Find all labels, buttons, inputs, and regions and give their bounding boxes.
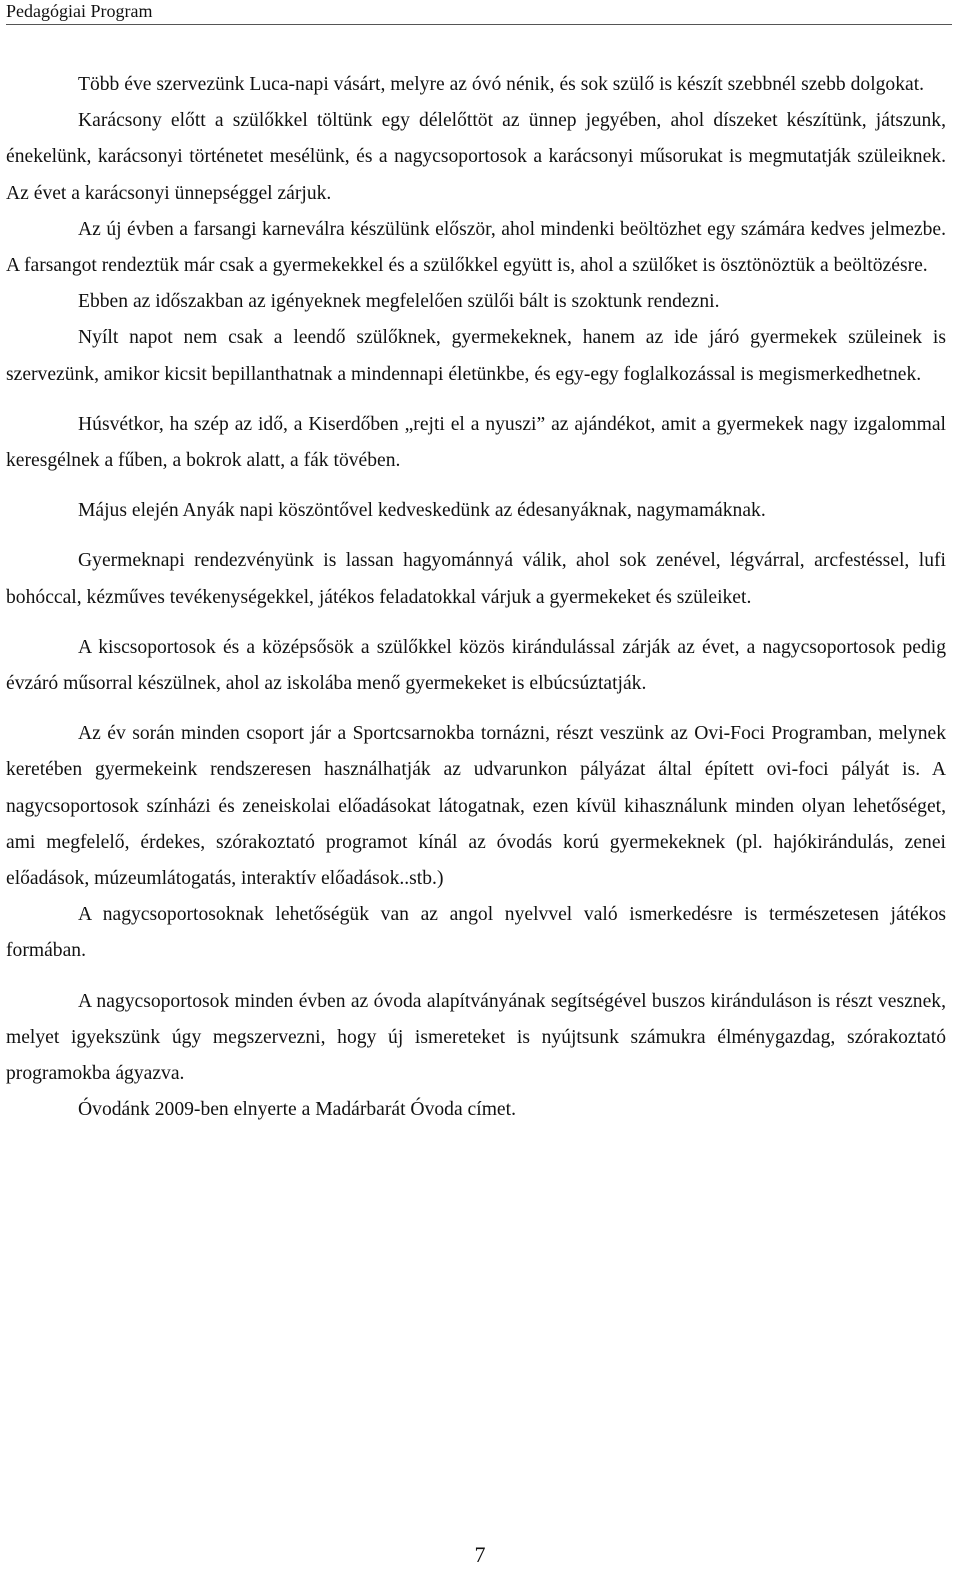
paragraph-carnival: Az új évben a farsangi karneválra készülünk először, ahol mindenki beöltözhet egy számára kedves jelmezbe. A farsangot rendeztük már csak a gyermekekkel és a szülőkkel együtt is, ahol a szülőket is ösztönöztük a beöltözésre.	[6, 218, 946, 277]
paragraph-sports-programs: Az év során minden csoport jár a Sportcsarnokba tornázni, részt veszünk az Ovi-Foci Programban, melynek keretében gyermekeink rendszeresen használhatják az udvarunkon pályázat által épített ovi-foci pályát is. A nagycsoportosok színházi és zeneiskolai előadásokat látogatnak, ezen kívül kihasználunk minden olyan lehetőséget, ami megfelelő, érdekes, szórakoztató programot kínál az óvodás korú gyermekeknek (pl. hajókirándulás, zenei előadások, múzeumlátogatás, interaktív előadások..stb.)	[6, 723, 946, 890]
header-title: Pedagógiai Program	[6, 1, 153, 21]
paragraph-luca-market: Több éve szervezünk Luca-napi vásárt, melyre az óvó nénik, és sok szülő is készít szebbnél szebb dolgokat.	[78, 74, 925, 95]
paragraph-bus-trip: A nagycsoportosok minden évben az óvoda alapítványának segítségével buszos kiránduláson is részt vesznek, melyet igyekszünk úgy megszervezni, hogy új ismereteket is nyújtsunk számukra élménygazdag, szórakoztató programokba ágyazva.	[6, 990, 946, 1085]
paragraph-christmas: Karácsony előtt a szülőkkel töltünk egy délelőttöt az ünnep jegyében, ahol díszeket készítünk, játszunk, énekelünk, karácsonyi történetet mesélünk, és a nagycsoportosok a karácsonyi műsorukat is megmutatják szüleiknek. Az évet a karácsonyi ünnepséggel zárjuk.	[6, 110, 946, 204]
paragraph-easter: Húsvétkor, ha szép az idő, a Kiserdőben „rejti el a nyuszi” az ajándékot, amit a gyermekek nagy izgalommal keresgélnek a fűben, a bokrok alatt, a fák tövében.	[6, 413, 946, 472]
paragraph-excursion: A kiscsoportosok és a középsősök a szülőkkel közös kirándulással zárják az évet, a nagycsoportosok pedig évzáró műsorral készülnek, ahol az iskolába menő gyermekeket is elbúcsúztatják.	[6, 636, 946, 695]
paragraph-open-day: Nyílt napot nem csak a leendő szülőknek, gyermekeknek, hanem az ide járó gyermekek szüleinek is szervezünk, amikor kicsit bepillanthatnak a mindennapi életünkbe, és egy-egy foglalkozással is megismerkedhetnek.	[6, 327, 946, 385]
page-number: 7	[474, 1542, 486, 1567]
paragraph-award: Óvodánk 2009-ben elnyerte a Madárbarát Óvoda címet.	[78, 1099, 516, 1121]
page-header	[6, 0, 952, 25]
paragraph-english: A nagycsoportosoknak lehetőségük van az angol nyelvvel való ismerkedésre is természetesen játékos formában.	[6, 904, 946, 962]
paragraph-mothers-day: Május elején Anyák napi köszöntővel kedveskedünk az édesanyáknak, nagymamáknak.	[78, 500, 766, 522]
document-body	[6, 67, 946, 1128]
paragraph-parents-ball: Ebben az időszakban az igényeknek megfelelően szülői bált is szoktunk rendezni.	[78, 291, 720, 313]
paragraph-childrens-day: Gyermeknapi rendezvényünk is lassan hagyománnyá válik, ahol sok zenével, légvárral, arcfestéssel, lufi bohóccal, kézműves tevékenységekkel, játékos feladatokkal várjuk a gyermekeket és szüleiket.	[6, 550, 946, 608]
